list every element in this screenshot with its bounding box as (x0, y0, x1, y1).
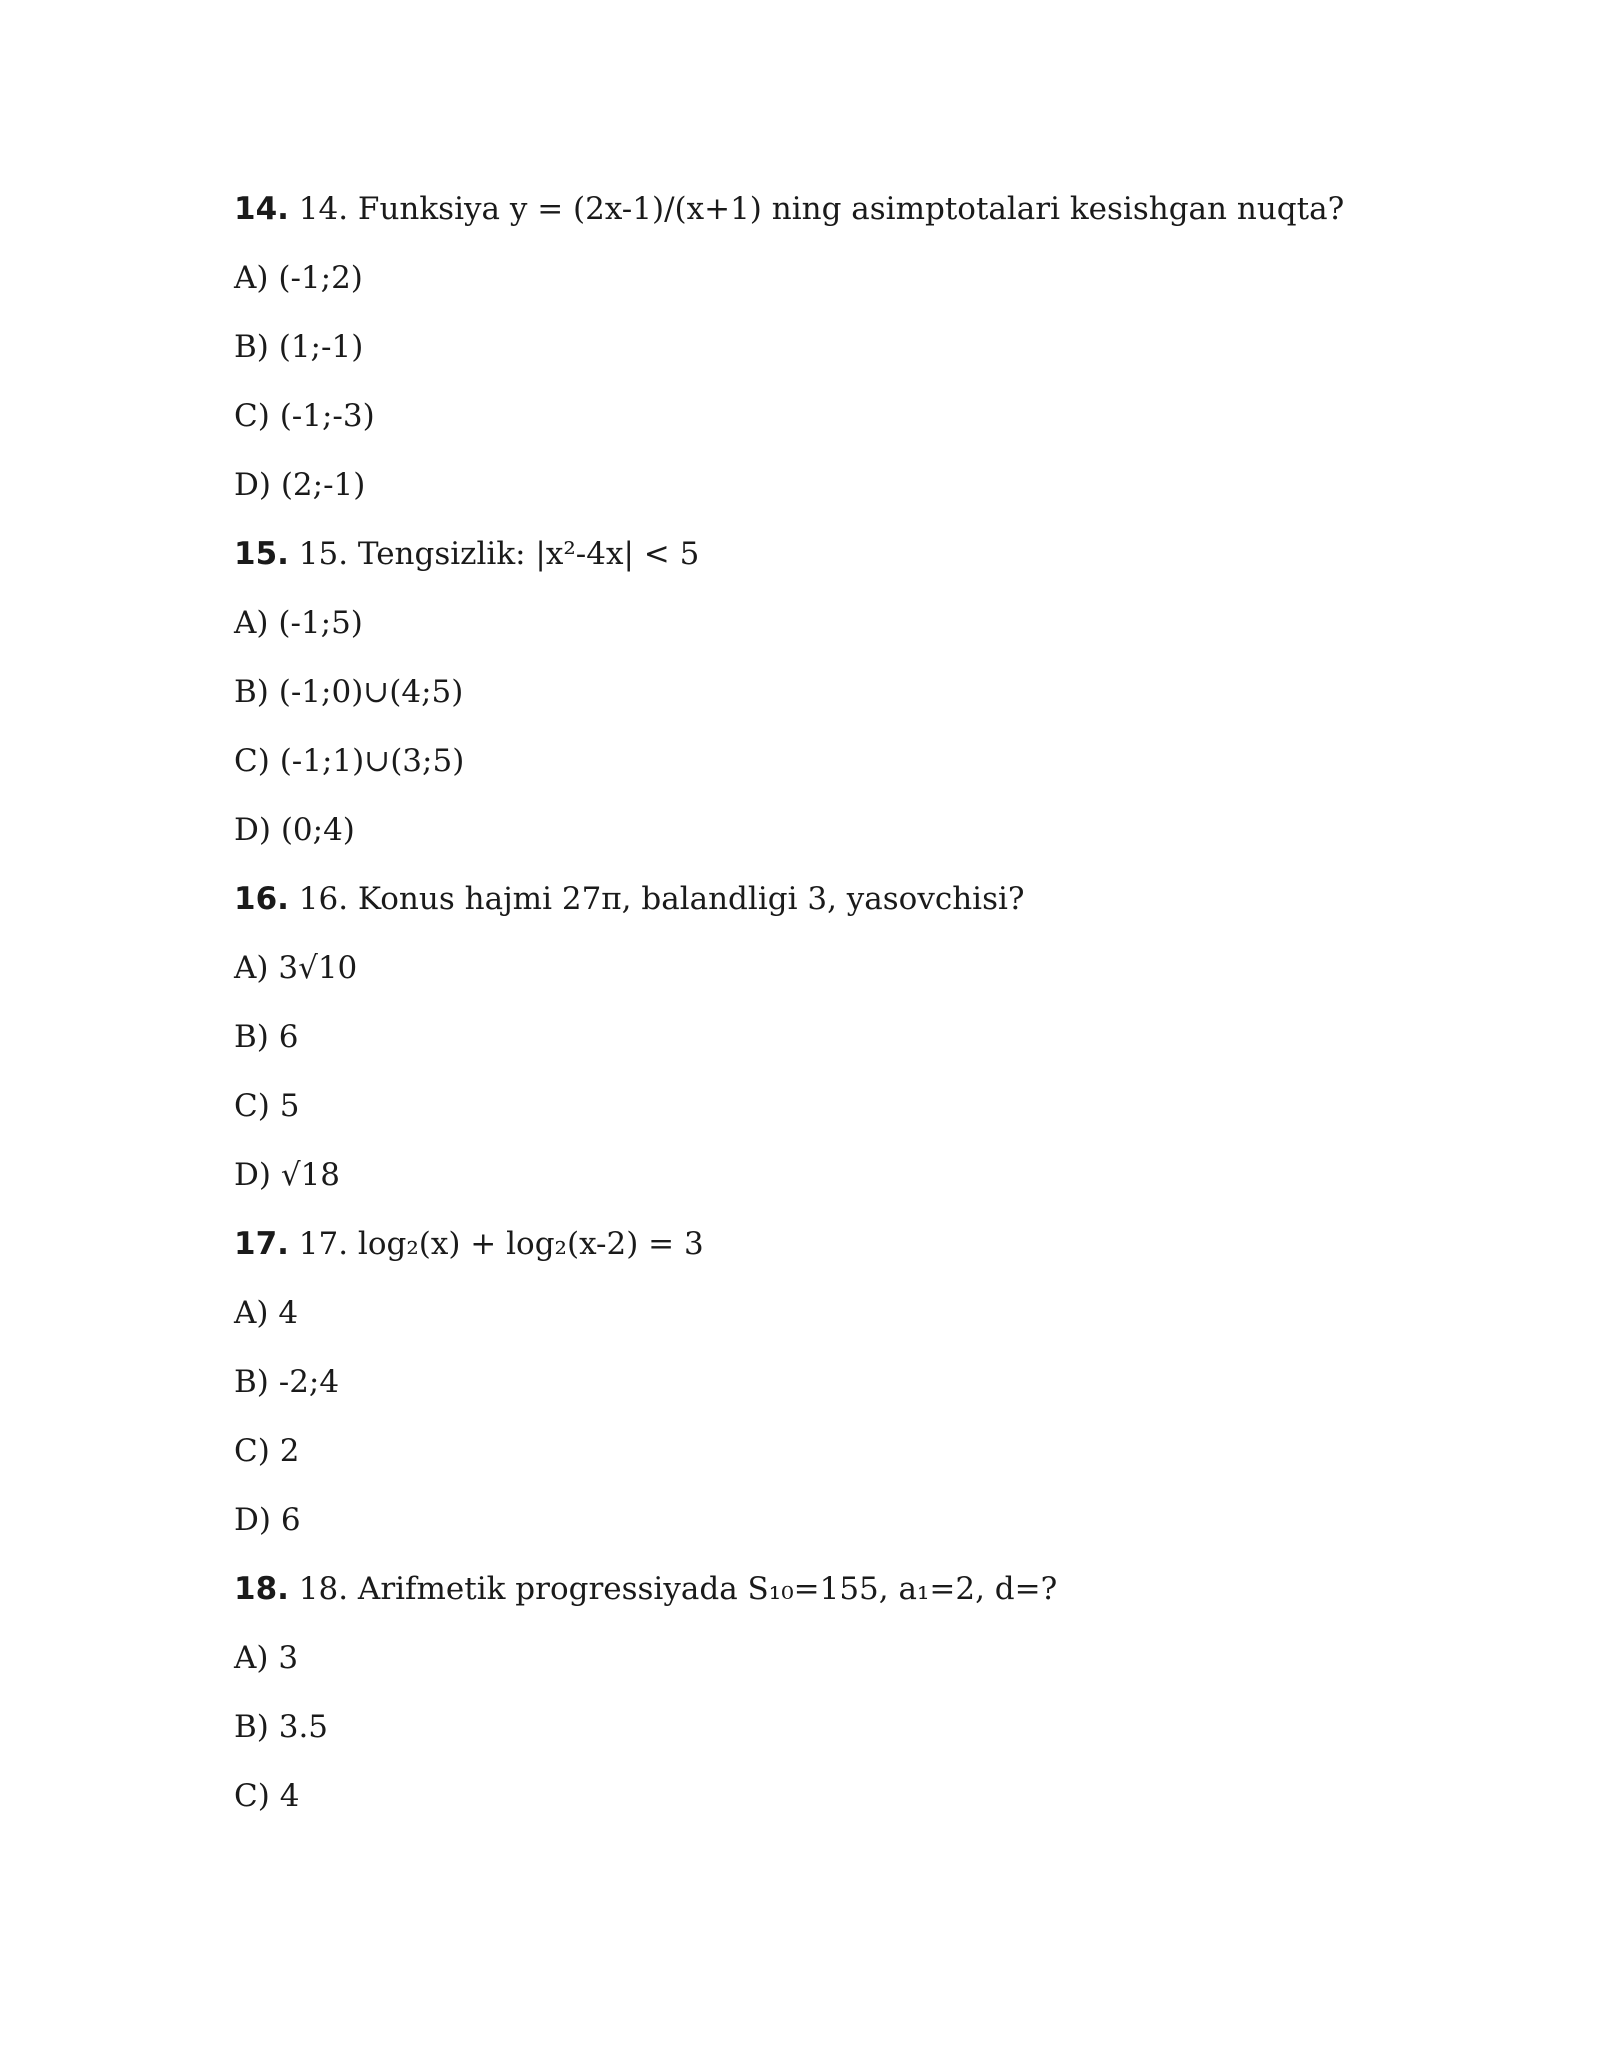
question-line (234, 186, 1434, 255)
option-value: (-1;2) (278, 260, 363, 296)
option-letter: C) (234, 1433, 270, 1469)
question-number: 16. (234, 881, 289, 917)
question-16 (234, 876, 1434, 1221)
option-letter: C) (234, 1778, 270, 1814)
option-letter: A) (234, 260, 269, 296)
option-value: 2 (279, 1433, 300, 1469)
question-15 (234, 531, 1434, 876)
option-value: (-1;1)∪(3;5) (279, 743, 465, 779)
question-number: 18. (234, 1571, 289, 1607)
question-17 (234, 1221, 1434, 1566)
option-letter: D) (234, 1502, 271, 1538)
option-a (234, 600, 1434, 669)
question-18 (234, 1566, 1434, 1842)
option-c (234, 1083, 1434, 1152)
option-letter: B) (234, 1364, 269, 1400)
option-letter: A) (234, 950, 269, 986)
option-value: (2;-1) (280, 467, 366, 503)
question-line (234, 1566, 1434, 1635)
option-value: 3√10 (278, 950, 358, 986)
option-b (234, 1359, 1434, 1428)
option-letter: A) (234, 605, 269, 641)
question-text: 14. Funksiya y = (2x-1)/(x+1) ning asimptotalari kesishgan nuqta? (298, 191, 1345, 227)
question-number: 15. (234, 536, 289, 572)
question-number: 17. (234, 1226, 289, 1262)
option-value: 3.5 (278, 1709, 329, 1745)
option-letter: A) (234, 1640, 269, 1676)
document-page (234, 186, 1434, 1842)
option-letter: B) (234, 674, 269, 710)
option-value: 5 (279, 1088, 300, 1124)
option-letter: C) (234, 398, 270, 434)
option-value: -2;4 (278, 1364, 340, 1400)
option-d (234, 1497, 1434, 1566)
option-d (234, 807, 1434, 876)
question-number: 14. (234, 191, 289, 227)
option-a (234, 255, 1434, 324)
option-value: (1;-1) (278, 329, 364, 365)
option-value: (-1;-3) (279, 398, 375, 434)
option-value: 4 (278, 1295, 299, 1331)
option-b (234, 669, 1434, 738)
option-letter: B) (234, 329, 269, 365)
option-b (234, 324, 1434, 393)
option-c (234, 1428, 1434, 1497)
option-a (234, 1290, 1434, 1359)
question-text: 15. Tengsizlik: |x²-4x| < 5 (298, 536, 700, 572)
option-letter: C) (234, 1088, 270, 1124)
option-value: 6 (280, 1502, 301, 1538)
question-line (234, 876, 1434, 945)
question-14 (234, 186, 1434, 531)
option-value: (-1;5) (278, 605, 363, 641)
option-value: (0;4) (280, 812, 355, 848)
option-value: 3 (278, 1640, 299, 1676)
option-letter: D) (234, 467, 271, 503)
option-letter: D) (234, 1157, 271, 1193)
option-letter: B) (234, 1019, 269, 1055)
option-b (234, 1704, 1434, 1773)
option-value: √18 (280, 1157, 341, 1193)
option-value: 6 (278, 1019, 299, 1055)
question-line (234, 1221, 1434, 1290)
option-a (234, 1635, 1434, 1704)
question-line (234, 531, 1434, 600)
option-b (234, 1014, 1434, 1083)
option-letter: B) (234, 1709, 269, 1745)
option-d (234, 1152, 1434, 1221)
option-c (234, 1773, 1434, 1842)
option-a (234, 945, 1434, 1014)
option-d (234, 462, 1434, 531)
option-value: (-1;0)∪(4;5) (278, 674, 464, 710)
question-text: 16. Konus hajmi 27π, balandligi 3, yasovchisi? (298, 881, 1025, 917)
option-letter: C) (234, 743, 270, 779)
option-c (234, 738, 1434, 807)
option-c (234, 393, 1434, 462)
question-text: 18. Arifmetik progressiyada S₁₀=155, a₁=2, d=? (298, 1571, 1058, 1607)
option-letter: D) (234, 812, 271, 848)
option-value: 4 (279, 1778, 300, 1814)
option-letter: A) (234, 1295, 269, 1331)
question-text: 17. log₂(x) + log₂(x-2) = 3 (298, 1226, 704, 1262)
